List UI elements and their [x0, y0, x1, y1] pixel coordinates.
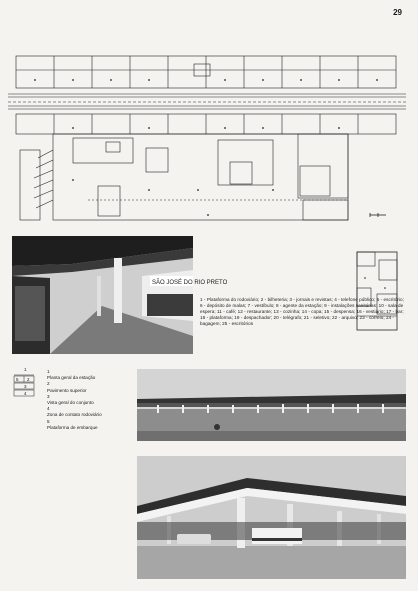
- key-cell-5: 5: [16, 377, 19, 382]
- figure-key-diagram: [12, 369, 42, 399]
- caption-num: 4: [47, 406, 50, 412]
- caption-text: Pavimento superior: [47, 387, 87, 393]
- caption-num: 5: [47, 418, 50, 424]
- photo-road-contact-zone: [137, 456, 406, 579]
- caption-text: Zona de contato rodoviário: [47, 412, 102, 418]
- station-sign: SÃO JOSÉ DO RIO PRETO: [152, 280, 228, 286]
- caption-list: [47, 369, 137, 431]
- key-cell-3: 3: [24, 384, 27, 389]
- caption-text: Plataforma de embarque: [47, 424, 98, 430]
- caption-text: Planta geral da estação: [47, 375, 96, 381]
- key-cell-2: 2: [27, 377, 30, 382]
- page-number: 29: [393, 8, 402, 17]
- caption-num: 1: [47, 369, 50, 374]
- room-legend: 1 - Plataforma do rodoviário; 2 - bilheteria; 3 - jornais e revistas; 4 - telefone público; 5 - escritório; 6 - depósito de malas; 7 - vestíbulo; 8 - agente da estação; 9 - instalações sanitárias; 10 - sala de espera; 11 - café; 12 - restaurante; 13 - cozinha; 14 - copa; 15 - despensa; 16 - vestiário; 17 - bar; 18 - plataforma; 19 - despachador; 20 - telégrafo; 21 - seletivo; 22 - arquivo; 23 - correio; 24 - bagagem; 25 - escritórios: [200, 297, 404, 326]
- key-cell-1: 1: [24, 367, 27, 372]
- station-ground-plan: [8, 50, 406, 225]
- photo-general-view: [137, 369, 406, 441]
- caption-text: Vista geral do conjunto: [47, 400, 94, 406]
- photo-boarding-platform: [12, 236, 228, 354]
- north-scale-mark: [368, 210, 388, 218]
- caption-num: 2: [47, 381, 50, 387]
- caption-num: 3: [47, 393, 50, 399]
- key-cell-4: 4: [24, 391, 27, 396]
